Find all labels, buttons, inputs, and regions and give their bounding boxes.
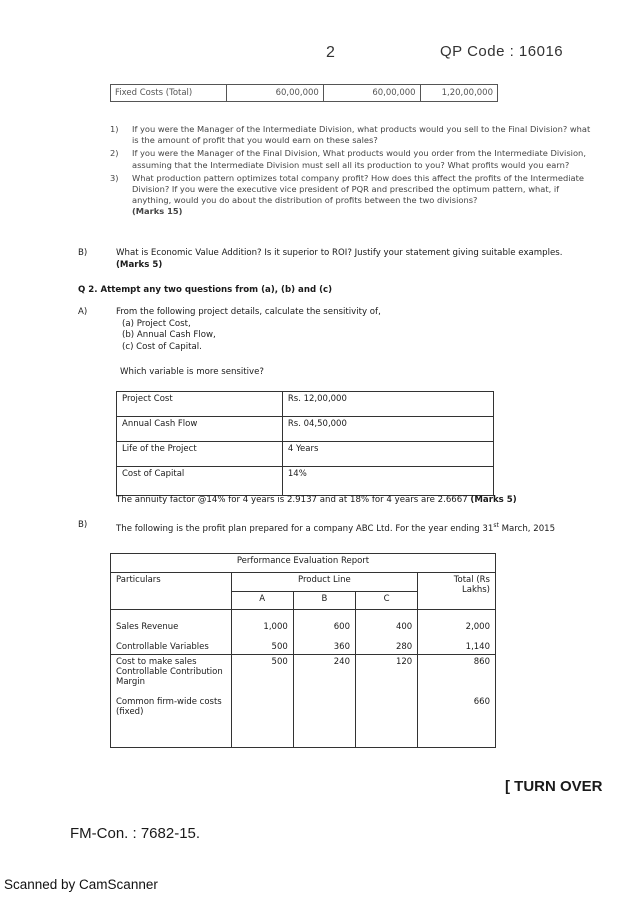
- product-header-b: B: [293, 591, 355, 610]
- question-intro: From the following project details, calculate the sensitivity of,: [116, 307, 381, 317]
- turn-over-label: [ TURN OVER: [505, 778, 603, 795]
- list-item: [110, 124, 596, 146]
- sub-question-text: If you were the Manager of the Final Division, What products would you order from the Intermediate Division, assuming that the Intermediate Division must sell all its production to you? What profits would you earn?: [132, 148, 586, 170]
- column-header-particulars: Particulars: [111, 573, 232, 610]
- column-header-total: Total (Rs Lakhs): [418, 573, 496, 610]
- question-2-heading: Q 2. Attempt any two questions from (a), (b) and (c): [78, 285, 333, 295]
- list-item: (b) Annual Cash Flow,: [122, 330, 216, 340]
- table-cell: Cost of Capital: [117, 467, 283, 496]
- row-label: Cost to make sales Controllable Contribution Margin Common firm-wide costs (fixed): [111, 655, 232, 748]
- question-1b: [78, 248, 598, 271]
- table-cell: Project Cost: [117, 392, 283, 417]
- marks-label: (Marks 5): [116, 259, 163, 270]
- fixed-costs-table: [110, 84, 498, 102]
- table-row: [117, 392, 494, 417]
- sub-question-list: [110, 124, 596, 220]
- table-cell: Rs. 12,00,000: [282, 392, 493, 417]
- annuity-note: [116, 495, 596, 507]
- table-row: [117, 467, 494, 496]
- list-item: [110, 148, 596, 170]
- question-label: B): [78, 248, 88, 258]
- question-text: The following is the profit plan prepared for a company ABC Ltd. For the year ending 31st March, 2015: [116, 522, 556, 534]
- table-cell: 4 Years: [282, 442, 493, 467]
- product-header-a: A: [231, 591, 293, 610]
- list-item: (a) Project Cost,: [122, 318, 191, 329]
- product-header-c: C: [355, 591, 417, 610]
- table-row: [111, 554, 496, 573]
- report-title: Performance Evaluation Report: [111, 554, 496, 573]
- sub-question-number: 2): [110, 148, 119, 159]
- fixed-costs-value-2: 60,00,000: [323, 85, 420, 102]
- table-row: [111, 655, 496, 748]
- table-row: [117, 442, 494, 467]
- fixed-costs-total: 1,20,00,000: [420, 85, 497, 102]
- table-row: [111, 610, 496, 655]
- table-row: [117, 417, 494, 442]
- question-2a: [78, 307, 598, 353]
- table-cell: 860 660: [418, 655, 496, 748]
- table-cell: 400 280: [355, 610, 417, 655]
- qp-code: QP Code : 16016: [440, 43, 564, 60]
- table-cell: 2,000 1,140: [418, 610, 496, 655]
- sensitivity-question: Which variable is more sensitive?: [120, 367, 264, 377]
- sub-question-number: 1): [110, 124, 119, 134]
- performance-report-table: [110, 553, 496, 748]
- table-cell: Life of the Project: [117, 442, 283, 467]
- table-cell: Rs. 04,50,000: [282, 417, 493, 442]
- question-text: What is Economic Value Addition? Is it superior to ROI? Justify your statement giving suitable examples.: [116, 248, 563, 258]
- fixed-costs-value-1: 60,00,000: [227, 85, 324, 102]
- table-cell: 1,000 500: [231, 610, 293, 655]
- question-label: A): [78, 307, 88, 317]
- table-cell: Annual Cash Flow: [117, 417, 283, 442]
- scanner-watermark: Scanned by CamScanner: [4, 877, 158, 892]
- sub-question-number: 3): [110, 172, 119, 183]
- marks-label: (Marks 5): [470, 495, 517, 505]
- table-row: [111, 573, 496, 592]
- list-item: (c) Cost of Capital.: [122, 341, 202, 352]
- table-cell: 120: [355, 655, 417, 748]
- project-details-table: [116, 391, 494, 496]
- table-cell: 500: [231, 655, 293, 748]
- sub-question-text: If you were the Manager of the Intermediate Division, what products would you sell to the Final Division? what is the amount of profit that you would earn on these sales?: [132, 124, 591, 146]
- table-cell: 600 360: [293, 610, 355, 655]
- table-cell: 14%: [282, 467, 493, 496]
- question-2b: [78, 520, 598, 535]
- table-cell: 240: [293, 655, 355, 748]
- marks-label: (Marks 15): [132, 206, 183, 217]
- annuity-text: The annuity factor @14% for 4 years is 2.9137 and at 18% for 4 years are 2.6667: [116, 495, 468, 505]
- list-item: [110, 173, 596, 218]
- paper-code-footer: FM-Con. : 7682-15.: [70, 825, 201, 842]
- table-row: [111, 85, 498, 102]
- sub-question-text: What production pattern optimizes total company profit? How does this affect the profits of the Intermediate Division? If you were the executive vice president of PQR and prescribed the optimum pattern, what, if anything, would you do about the distribution of profits between the two divisions?: [132, 172, 584, 206]
- column-header-product-line: Product Line: [231, 573, 418, 592]
- page-number: 2: [326, 44, 335, 61]
- row-label: Sales Revenue Controllable Variables: [111, 610, 232, 655]
- fixed-costs-label: Fixed Costs (Total): [111, 85, 227, 102]
- question-label: B): [78, 520, 88, 530]
